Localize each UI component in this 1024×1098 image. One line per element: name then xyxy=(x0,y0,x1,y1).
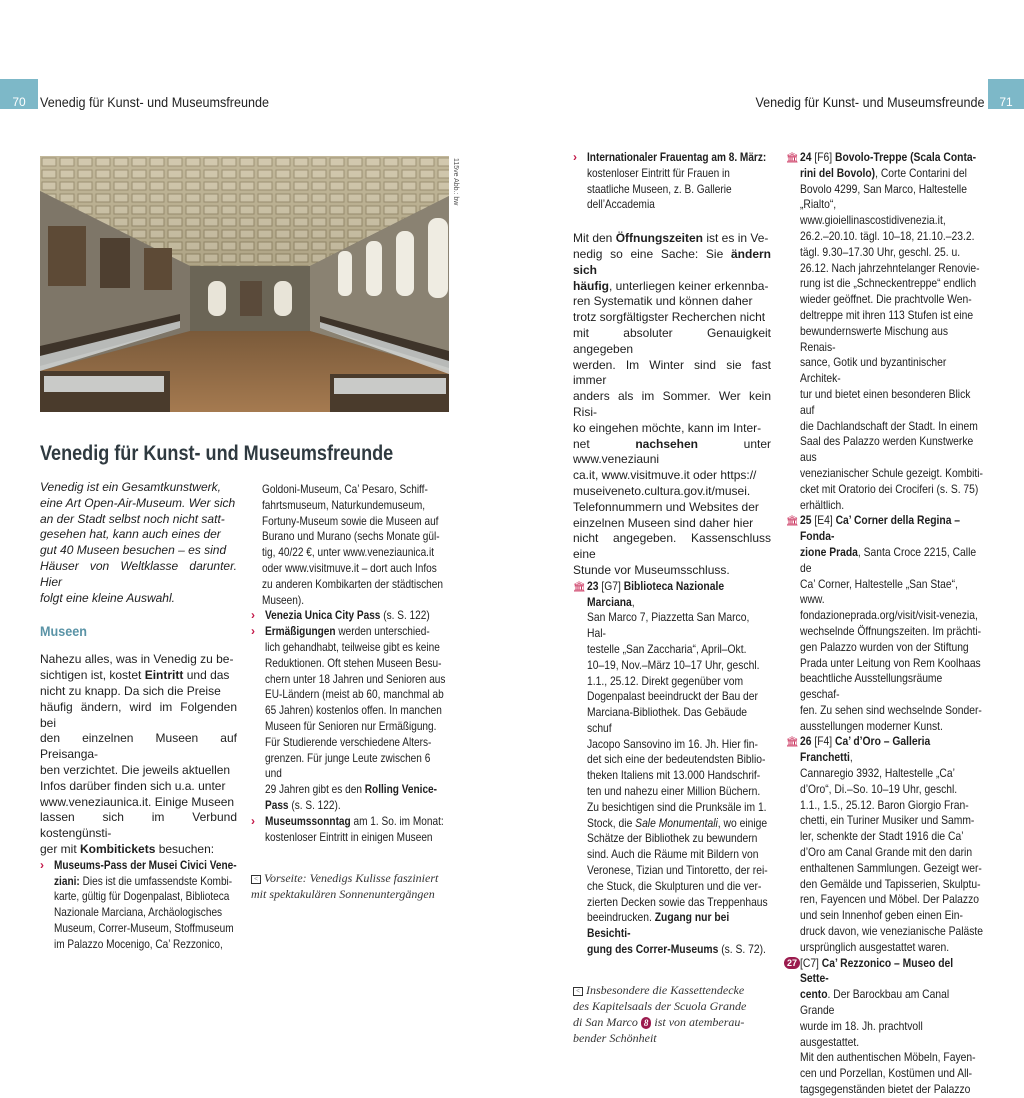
intro-line: gesehen hat, kann auch eines der xyxy=(40,527,221,542)
museum-entry-24: 🏛 24 [F6] Bovolo-Treppe (Scala Conta- rini del Bovolo), Corte Contarini del Bovolo 4299, San Marco, Haltestelle „Rialto“, www.gioiellinascostidivenezia.it, 26.2.–20.10. tägl. 10–18, 21.10.–23.2. tägl. 9.30–17.30 Uhr, geschl. 25. u. 26.12. Nach jahrzehntelanger Renovie- rung ist die „Schneckentreppe“ endlich wieder geöffnet. Die prachtvolle Wen- deltreppe mit ihren 113 Stufen ist eine bewundernswerte Mischung aus Renais- sance, Gotik und byzantinischer Architek- tur und bietet einen besonderen Blick auf die Dachlandschaft der Stadt. In einem Saal des Palazzo werden Kunstwerke aus venezianischer Schule gezeigt. Kombiti- cket mit Oratorio dei Crociferi (s. S. 75) erhältlich. xyxy=(786,150,983,512)
museum-icon: 🏛 xyxy=(786,153,799,164)
intro-line: folgt eine kleine Auswahl. xyxy=(40,590,175,605)
intro-line: Häuser von Weltklasse darunter. Hier xyxy=(40,558,237,589)
arrow-icon: › xyxy=(40,857,44,872)
bullet-ermaessigungen: › Ermäßigungen werden unterschied- lich gehandhabt, teilweise gibt es keine Reduktionen. Oft stehen Museen Besu- chern unter 18 Jahren und Senioren aus EU-Ländern (meist ab 60, manchmal ab 65 Jahren) kostenlos offen. In manchen Museen für Senioren nur Ermäßigung. Für Studierende verschiedene Alters- grenzen. Für junge Leute zwischen 6 und 29 Jahren gibt es den Rolling Venice- Pass (s. S. 122). xyxy=(251,624,446,812)
camera-icon: < xyxy=(251,875,261,884)
bullet-frauentag: › Internationaler Frauentag am 8. März: kostenloser Eintritt für Frauen in staatliche Museen, z. B. Gallerie dell’Accademia xyxy=(573,150,767,212)
body-line: nicht zu knapp. Da sich die Preise xyxy=(40,683,221,698)
kombitickets-highlight: Kombitickets xyxy=(80,841,156,856)
column-1 xyxy=(40,480,237,953)
body-paragraph xyxy=(40,652,237,857)
photo-caption-right: < Insbesondere die Kassettendecke des Kapitelsaals der Scuola Grande di San Marco 8 ist von atemberau- bender Schönheit xyxy=(573,982,747,1045)
column-3 xyxy=(573,150,771,1046)
body-line: ben verzichtet. Die jeweils aktuellen xyxy=(40,762,231,777)
arrow-icon: › xyxy=(251,608,255,623)
camera-icon: < xyxy=(573,987,583,996)
intro-paragraph xyxy=(40,480,237,606)
museum-entry-26: 🏛 26 [F4] Ca’ d’Oro – Galleria Franchetti, Cannaregio 3932, Haltestelle „Ca’ d’Oro“, Di.–So. 10–19 Uhr, geschl. 1.1., 1.5., 25.12. Baron Giorgio Fran- chetti, ein Turiner Musiker und Samm- ler, schenkte der Stadt 1916 die Ca’ d’Oro am Canal Grande mit den darin enthaltenen Sammlungen. Gezeigt wer- den Gemälde und Tapisserien, Skulptu- ren, Fayencen und Möbel. Der Palazzo und sein Innenhof geben einen Ein- druck davon, wie venezianische Paläste ursprünglich ausgestattet waren. xyxy=(786,734,984,954)
body-line: sichtigen ist, kostet Eintritt und das xyxy=(40,668,230,683)
body-line: www.veneziaunica.it. Einige Museen xyxy=(40,794,235,809)
bullet-museumssonntag: › Museumssonntag am 1. So. im Monat: kostenloser Eintritt in einigen Museen xyxy=(251,813,444,844)
museum-hall-illustration xyxy=(40,156,449,412)
arrow-icon: › xyxy=(251,624,255,639)
body-line: Infos darüber finden sich u.a. unter xyxy=(40,778,226,793)
column-2: Goldoni-Museum, Ca’ Pesaro, Schiff- fahrtsmuseum, Naturkundemuseum, Fortuny-Museum sowie die Museen auf Burano und Murano (sechs Monate gül- tig, 40/22 €, unter www.veneziaunica.it oder www.visitmuve.it – dort auch Infos zu anderen Kombikarten der städtischen Museen). › Venezia Unica City Pass (s. S. 122) › Ermäßigungen werden unterschied- lich gehandhabt, teilweise gibt es keine Reduktionen. Oft stehen Museen Besu- chern unter 18 Jahren und Senioren aus EU-Ländern (meist ab 60, manchmal ab 65 Jahren) kostenlos offen. In manchen Museen für Senioren nur Ermäßigung. Für Studierende verschiedene Alters- grenzen. Für junge Leute zwischen 6 und 29 Jahren gibt es den Rolling Venice- Pass (s. S. 122). › Museumssonntag am 1. So. im Monat: kostenloser Eintritt in einigen Museen < Vorseite: Venedigs Kulisse fasziniert mit spektakulären Sonnenuntergängen xyxy=(251,482,449,902)
column-4 xyxy=(786,150,984,1098)
eintritt-highlight: Eintritt xyxy=(144,668,184,683)
museum-hall-photo xyxy=(40,156,449,412)
intro-line: gut 40 Museen besuchen – es sind xyxy=(40,543,227,558)
right-page-number: 71 xyxy=(988,79,1024,109)
museum-icon: 🏛 xyxy=(786,737,799,749)
body-line: lassen sich im Verbund kostengünsti- xyxy=(40,810,237,841)
bullet-label: Museums-Pass der Musei Civici Vene- xyxy=(54,857,237,872)
museum-entry-23: 🏛 23 [G7] Biblioteca Nazionale Marciana, San Marco 7, Piazzetta San Marco, Hal- testelle „San Zaccharia“, April–Okt. 10–19, Nov.–März 10–17 Uhr, geschl. 1.1., 25.12. Direkt gegenüber vom Dogenpalast beeindruckt der Bau der Marciana-Bibliothek. Das Gebäude schuf Jacopo Sansovino im 16. Jh. Hier fin- det sich eine der bedeutendsten Biblio- theken Italiens mit 13.000 Handschrif- ten und nahezu einer Million Büchern. Zu besichtigen sind die Prunksäle im 1. Stock, die Sale Monumentali, wo einige Schätze der Bibliothek zu bewundern sind. Auch die Räume mit Bildern von Veronese, Tizian und Tintoretto, der rei- che Stuck, die Skulpturen und die ver- zierten Decken sowie das Treppenhaus beeindrucken. Zugang nur bei Besichti- gung des Correr-Museums (s. S. 72). xyxy=(573,578,768,957)
photo-caption-left: < Vorseite: Venedigs Kulisse fasziniert mit spektakulären Sonnenuntergängen xyxy=(251,871,439,902)
arrow-icon: › xyxy=(251,813,255,828)
body-line: Nahezu alles, was in Venedig zu be- xyxy=(40,652,234,667)
photo-credit: 115ve Abb.: bw xyxy=(452,158,459,206)
body-line: häufig ändern, wird im Folgenden bei xyxy=(40,699,237,730)
body-line: ger mit Kombitickets besuchen: xyxy=(40,841,215,856)
museum-number-badge: 27 xyxy=(784,957,800,969)
arrow-icon: › xyxy=(573,150,577,164)
intro-line: Venedig ist ein Gesamtkunstwerk, xyxy=(40,480,221,494)
left-page-number: 70 xyxy=(0,79,38,109)
section-title: Venedig für Kunst- und Museumsfreunde xyxy=(40,442,394,465)
museen-subheading: Museen xyxy=(40,623,87,640)
opening-hours-paragraph: Mit den Öffnungszeiten ist es in Ve- nedig so eine Sache: Sie ändern sich häufig, unterliegen keiner erkennba- ren Systematik und können daher trotz sorgfältigster Recherchen nicht mit absoluter Genauigkeit angegeben werden. Im Winter sind sie fast immer anders als im Sommer. Wer kein Risi- ko eingehen möchte, kann im Inter- net nachsehen unter www.veneziauni ca.it, www.visitmuve.it oder https:// museiveneto.cultura.gov.it/musei. Telefonnummern und Websites der einzelnen Museen sind daher hier nicht angegeben. Kassenschluss eine Stunde vor Museumsschluss. xyxy=(573,231,771,577)
right-running-title: Venedig für Kunst- und Museumsfreunde xyxy=(754,94,984,110)
bullet-museums-pass: › Museums-Pass der Musei Civici Vene- ziani: Dies ist die umfassendste Kombi- karte, gültig für Dogenpalast, Biblioteca Nazionale Marciana, Archäologisches Museum, Correr-Museum, Stoffmuseum im Palazzo Mocenigo, Ca’ Rezzonico, xyxy=(40,857,237,951)
photo-reference-badge: 8 xyxy=(641,1017,652,1029)
intro-line: eine Art Open-Air-Museum. Wer sich xyxy=(40,495,236,510)
body-line: den einzelnen Museen auf Preisanga- xyxy=(40,731,237,762)
left-running-title: Venedig für Kunst- und Museumsfreunde xyxy=(40,94,270,110)
museum-entry-25: 🏛 25 [E4] Ca’ Corner della Regina – Fonda- zione Prada, Santa Croce 2215, Calle de Ca’ Corner, Haltestelle „San Stae“, www. fondazioneprada.org/visit/visit-venezia, wechselnde Öffnungszeiten. Im prächti- gen Palazzo wurden von der Stiftung Prada unter Leitung von Rem Koolhaas beachtliche Ausstellungsräume geschaf- fen. Zu sehen sind wechselnde Sonder- ausstellungen moderner Kunst. xyxy=(786,513,982,733)
museum-icon: 🏛 xyxy=(786,516,799,528)
museum-icon: 🏛 xyxy=(573,581,586,593)
museum-entry-27: 27 [C7] Ca’ Rezzonico – Museo del Sette- cento. Der Barockbau am Canal Grande wurde im 18. Jh. prachtvoll ausgestattet. Mit den authentischen Möbeln, Fayen- cen und Porzellan, Kostümen und All- tagsgegenständen bietet der Palazzo xyxy=(786,956,984,1098)
bullet-city-pass: › Venezia Unica City Pass (s. S. 122) xyxy=(251,608,430,623)
intro-line: an der Stadt selbst noch nicht satt- xyxy=(40,511,225,526)
